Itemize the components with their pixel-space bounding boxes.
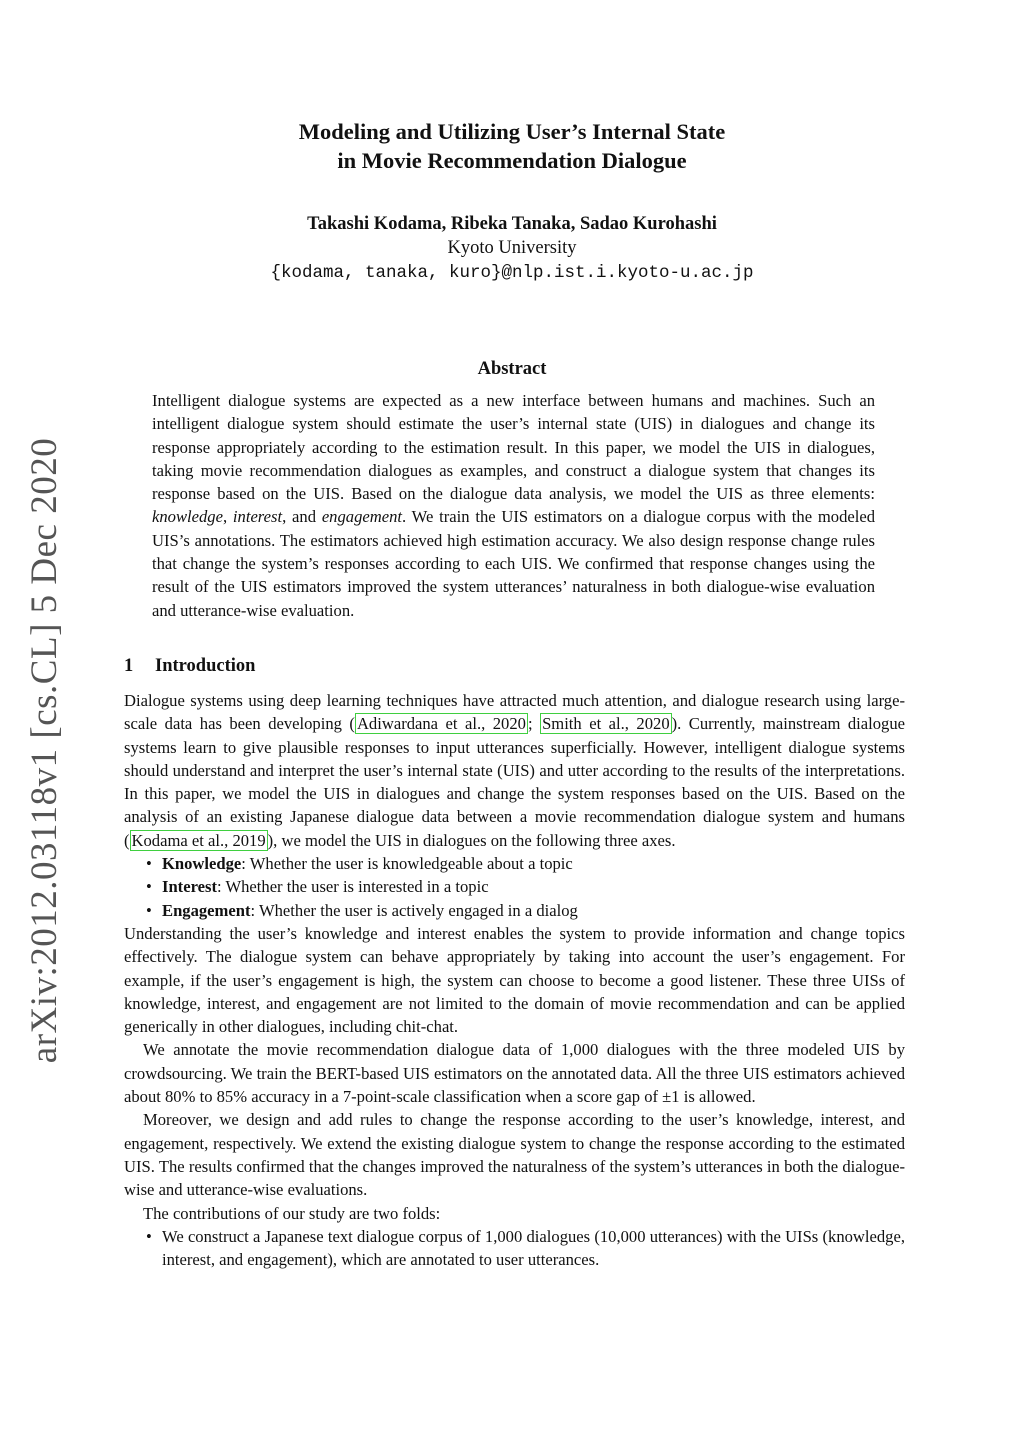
title-line-2: in Movie Recommendation Dialogue	[337, 148, 687, 173]
abstract-term-engagement: engagement	[321, 507, 402, 527]
citation-link[interactable]: Kodama et al., 2019	[131, 830, 266, 850]
bullet-icon: •	[146, 854, 152, 874]
citation-link[interactable]: Smith et al., 2020	[542, 714, 670, 734]
axis-term: Engagement	[162, 900, 251, 920]
abstract-term-interest: interest	[232, 507, 283, 527]
intro-paragraph-5: The contributions of our study are two folds:	[143, 1203, 441, 1223]
section-title: Introduction	[155, 656, 256, 676]
uis-axes-list	[124, 852, 905, 922]
author-emails: {kodama, tanaka, kuro}@nlp.ist.i.kyoto-u.ac.jp	[270, 263, 754, 283]
contributions-list	[124, 1225, 905, 1272]
bullet-icon: •	[146, 877, 152, 897]
axis-term: Knowledge	[162, 854, 242, 874]
list-item	[124, 875, 905, 898]
section-number: 1	[124, 656, 134, 676]
citation-link[interactable]: Adiwardana et al., 2020	[356, 714, 526, 734]
contribution-text: We construct a Japanese text dialogue corpus of 1,000 dialogues (10,000 utterances) with the UISs (knowledge, interest, and engagement), which are annotated to user utterances.	[162, 1226, 905, 1270]
abstract-sep-2: , and	[282, 507, 322, 527]
intro-paragraph-1	[124, 689, 905, 852]
paper-title	[0, 117, 1024, 175]
abstract-heading: Abstract	[477, 359, 547, 379]
intro-p1-text-d: ), we model the UIS in dialogues on the following three axes.	[267, 830, 676, 850]
list-item	[124, 899, 905, 922]
title-line-1: Modeling and Utilizing User’s Internal State	[298, 119, 726, 144]
intro-paragraph-2: Understanding the user’s knowledge and interest enables the system to provide information and change topics effectively. The dialogue system can behave appropriately by taking into account the user’s engagement. For example, if the user’s engagement is high, the system can choose to become a good listener. These three UISs of knowledge, interest, and engagement are not limited to the domain of movie recommendation and can be applied generically in other dialogues, including chit-chat.	[124, 923, 905, 1037]
bullet-icon: •	[146, 900, 152, 920]
bullet-icon: •	[146, 1226, 152, 1246]
axis-description: : Whether the user is knowledgeable about a topic	[241, 854, 573, 874]
axis-description: : Whether the user is interested in a topic	[217, 877, 489, 897]
intro-p1-text-a: Dialogue systems using deep learning techniques have attracted much attention, and dialogue research using large-scale data has been developing (	[124, 691, 905, 734]
axis-term: Interest	[162, 877, 217, 897]
arxiv-identifier-text: arXiv:2012.03118v1 [cs.CL] 5 Dec 2020	[24, 437, 66, 1064]
abstract-term-knowledge: knowledge	[152, 507, 223, 527]
abstract-body	[152, 389, 875, 622]
author-list: Takashi Kodama, Ribeka Tanaka, Sadao Kurohashi	[307, 214, 717, 234]
intro-p1-text-b: ;	[527, 714, 541, 734]
list-item	[124, 852, 905, 875]
arxiv-identifier	[20, 437, 70, 1064]
intro-paragraph-3: We annotate the movie recommendation dialogue data of 1,000 dialogues with the three modeled UIS by crowdsourcing. We train the BERT-based UIS estimators on the annotated data. All the three UIS estimators achieved about 80% to 85% accuracy in a 7-point-scale classification when a score gap of ±1 is allowed.	[124, 1040, 905, 1107]
abstract-text-1: Intelligent dialogue systems are expected as a new interface between humans and machines. Such an intelligent dialogue system should estimate the user’s internal state (UIS) in dialogues and change its response appropriately according to the estimation result. In this paper, we model the UIS in dialogues, taking movie recommendation dialogues as examples, and construct a dialogue system that changes its response based on the UIS. Based on the dialogue data analysis, we model the UIS as three elements:	[152, 391, 875, 504]
affiliation: Kyoto University	[447, 238, 577, 258]
section-heading-introduction	[124, 654, 255, 678]
list-item	[124, 1225, 905, 1272]
abstract-sep-1: ,	[222, 507, 233, 527]
intro-paragraph-4: Moreover, we design and add rules to change the response according to the user’s knowledge, interest, and engagement, respectively. We extend the existing dialogue system to change the response according to the estimated UIS. The results confirmed that the changes improved the naturalness of the system’s utterances in both the dialogue-wise and utterance-wise evaluations.	[124, 1110, 905, 1200]
introduction-body	[124, 689, 905, 1271]
axis-description: : Whether the user is actively engaged in a dialog	[250, 900, 578, 920]
abstract-text-2: . We train the UIS estimators on a dialogue corpus with the modeled UIS’s annotations. The estimators achieved high estimation accuracy. We also design response change rules that change the system’s responses according to each UIS. We confirmed that response changes using the result of the UIS estimators improved the system utterances’ naturalness in both dialogue-wise evaluation and utterance-wise evaluation.	[152, 507, 876, 620]
intro-p1-text-c: ). Currently, mainstream dialogue systems learn to give plausible responses to input utterances superficially. However, intelligent dialogue systems should understand and interpret the user’s internal state (UIS) and utter according to the results of the interpretations. In this paper, we model the UIS in dialogues and change the system responses based on the UIS. Based on the analysis of an existing Japanese dialogue data between a movie recommendation dialogue system and humans (	[124, 714, 905, 850]
